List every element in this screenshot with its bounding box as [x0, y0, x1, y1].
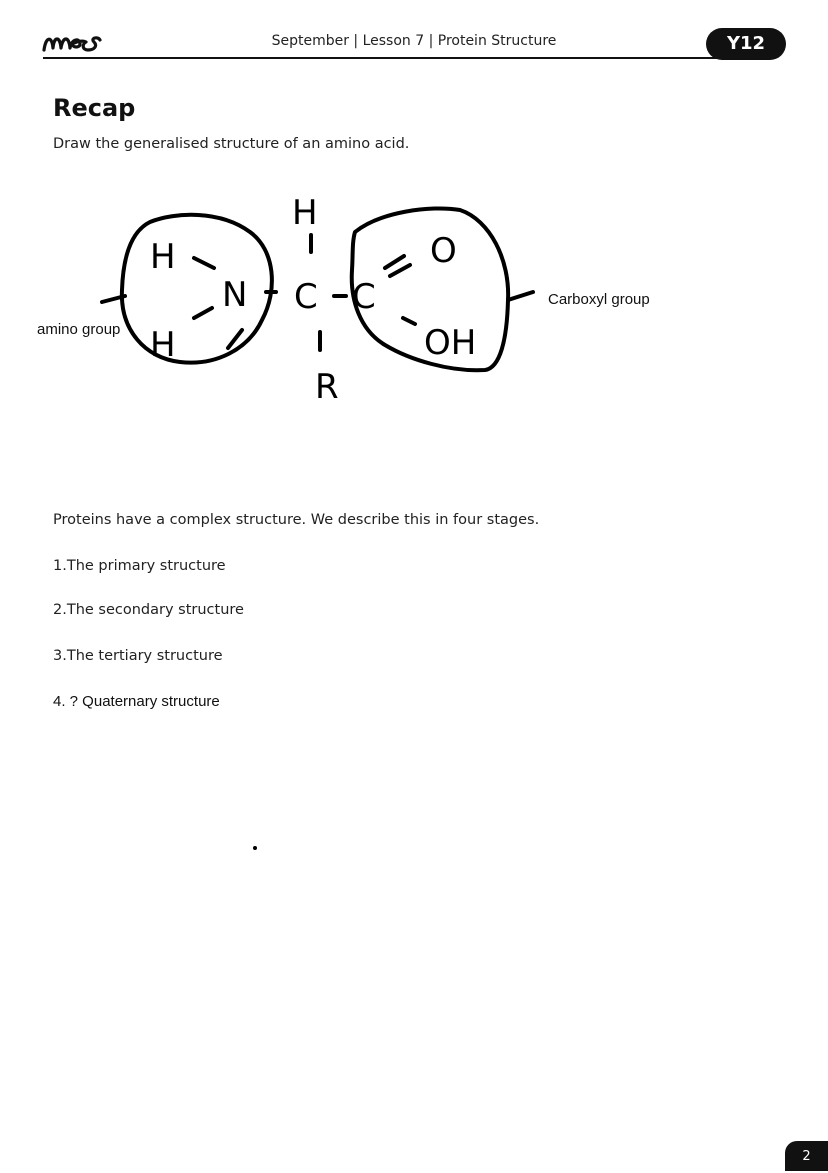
stage-tertiary: 3.The tertiary structure: [53, 648, 223, 664]
amino-group-label: amino group: [37, 321, 121, 338]
header-divider: [43, 57, 733, 59]
atom-c-alpha: C: [294, 277, 318, 317]
bond-c-to-oh: [403, 318, 415, 324]
atom-oh: OH: [424, 323, 477, 363]
stage-secondary: 2.The secondary structure: [53, 602, 244, 618]
carboxyl-pointer-line: [508, 292, 533, 300]
stray-ink-dot: [253, 846, 257, 850]
atom-o: O: [430, 231, 457, 271]
stage-primary: 1.The primary structure: [53, 558, 226, 574]
stage-quaternary: 4. ? Quaternary structure: [53, 693, 220, 710]
section-title-recap: Recap: [53, 94, 136, 122]
amino-group-circle: [122, 215, 272, 363]
amino-acid-drawing: [0, 180, 828, 420]
carboxyl-group-label: Carboxyl group: [548, 291, 650, 308]
page-number: 2: [785, 1141, 828, 1171]
atom-r: R: [315, 367, 339, 407]
recap-prompt: Draw the generalised structure of an amino acid.: [53, 136, 410, 152]
atom-h-amino-2: H: [150, 325, 176, 365]
atom-h-top: H: [292, 193, 318, 233]
year-group-badge: Y12: [706, 28, 786, 60]
document-title: September | Lesson 7 | Protein Structure: [271, 33, 557, 49]
bond-h-to-n-upper: [194, 258, 214, 268]
double-bond-c-o-2: [390, 265, 410, 276]
double-bond-c-o-1: [385, 256, 404, 268]
atom-h-amino-1: H: [150, 237, 176, 277]
atom-c-carboxyl: C: [352, 277, 376, 317]
atom-n: N: [222, 275, 248, 315]
structure-intro: Proteins have a complex structure. We describe this in four stages.: [53, 512, 540, 528]
bond-h-to-n-lower: [194, 308, 212, 318]
